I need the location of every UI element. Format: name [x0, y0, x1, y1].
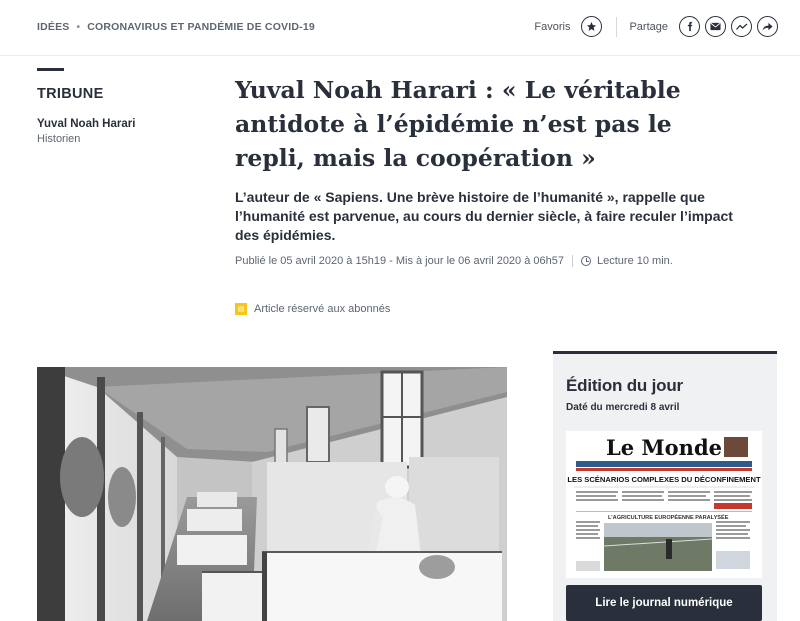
- subscriber-notice-text: Article réservé aux abonnés: [254, 303, 391, 315]
- reading-time: Lecture 10 min.: [597, 255, 673, 267]
- publication-date: Publié le 05 avril 2020 à 15h19 - Mis à jour le 06 avril 2020 à 06h57: [235, 255, 564, 267]
- article-headline: Yuval Noah Harari : « Le véritable antidote à l’épidémie n’est pas le repli, mais la coopération »: [235, 76, 681, 172]
- article-topbar: [0, 0, 800, 56]
- article-lede: L’auteur de « Sapiens. Une brève histoire de l’humanité », rappelle que l’humanité est parvenue, au cours du dernier siècle, à faire reculer l’impact des épidémies.: [235, 189, 733, 243]
- breadcrumb-topic[interactable]: CORONAVIRUS ET PANDÉMIE DE COVID-19: [87, 21, 315, 33]
- author-name[interactable]: Yuval Noah Harari: [37, 118, 136, 130]
- rubric-rule: [37, 68, 64, 71]
- breadcrumb-section[interactable]: IDÉES: [37, 21, 70, 33]
- newspaper-headline: LES SCÉNARIOS COMPLEXES DU DÉCONFINEMENT: [567, 475, 761, 484]
- edition-du-jour: [553, 351, 777, 621]
- actions-divider: [616, 17, 617, 37]
- breadcrumb: [37, 21, 315, 33]
- favorites-label[interactable]: Favoris: [534, 20, 571, 33]
- read-digital-edition-button[interactable]: Lire le journal numérique: [566, 585, 762, 621]
- newspaper-section-headline: L’AGRICULTURE EUROPÉENNE PARALYSÉE: [608, 515, 729, 521]
- article-meta: [235, 255, 673, 267]
- star-icon[interactable]: [581, 16, 602, 37]
- breadcrumb-separator: •: [76, 21, 81, 33]
- share-arrow-icon[interactable]: [757, 16, 778, 37]
- share-label: Partage: [629, 20, 668, 33]
- rubric-label: TRIBUNE: [37, 86, 104, 102]
- edition-title: Édition du jour: [566, 376, 683, 395]
- author-role: Historien: [37, 133, 81, 145]
- messenger-icon[interactable]: [731, 16, 752, 37]
- article-photo: [37, 367, 507, 621]
- subscriber-badge-icon: ▤: [235, 303, 247, 315]
- newspaper-cover[interactable]: [566, 431, 762, 578]
- article-actions: [534, 16, 778, 37]
- clock-icon: [581, 256, 591, 266]
- newspaper-masthead: Le Monde: [605, 435, 723, 460]
- mail-icon[interactable]: [705, 16, 726, 37]
- facebook-icon[interactable]: [679, 16, 700, 37]
- meta-divider: [572, 255, 573, 267]
- subscriber-notice: [235, 303, 390, 315]
- edition-date: Daté du mercredi 8 avril: [566, 402, 680, 413]
